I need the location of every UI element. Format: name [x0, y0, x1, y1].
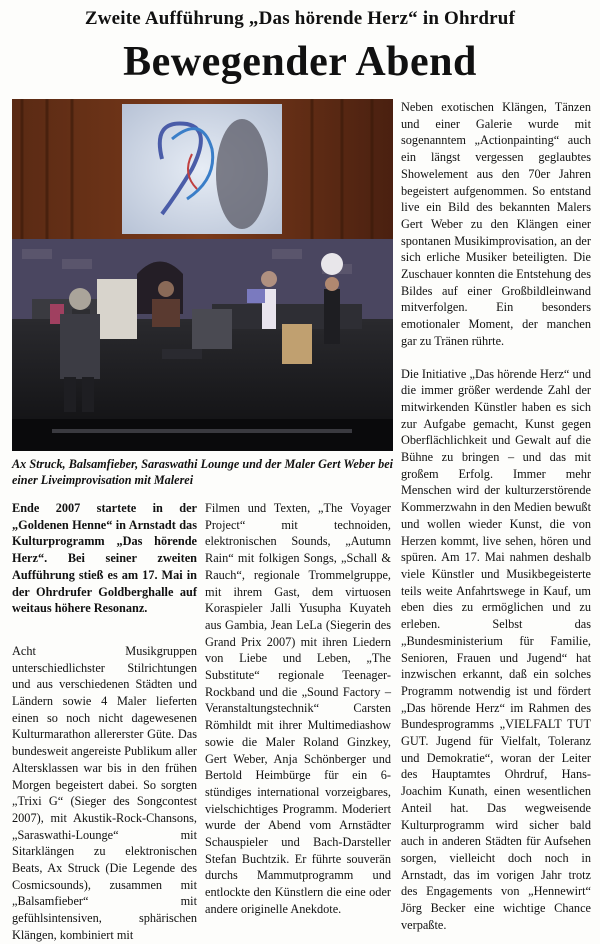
article-headline: Bewegender Abend [123, 39, 477, 85]
photo-caption: Ax Struck, Balsamfieber, Saraswathi Lounge und der Maler Gert Weber bei einer Liveimprovisation mit Malerei [12, 457, 393, 487]
article-body-col3-paragraph-1: Neben exotischen Klängen, Tänzen und einer Galerie wurde mit sogenanntem „Actionpainting“ auch ein längst vergessen geglaubtes Showelement aus den 70er Jahren begeistert aufgenommen. So entstand live ein Bild des bekannten Malers Gert Weber zu den Klängen einer spontanen Musikimprovisation, an der sich erliche Musiker beteiligten. Die Zuschauer konnten die Entstehung des Bildes auf einer Großbildleinwand mitverfolgen. Ein besonders emotionaler Moment, der manchen gar zu Tränen rührte. [401, 100, 591, 348]
article-lead: Ende 2007 startete in der „Goldenen Henne“ in Arnstadt das Kulturprogramm „Das hörende Herz“. Bei seiner zweiten Aufführung stieß es am 17. Mai in der Ohrdrufer Goldberghalle auf weitaus höhere Resonanz. [12, 501, 197, 616]
article-column-2 [205, 500, 391, 918]
concert-stage-photo [12, 99, 393, 451]
article-body-col2: Filmen und Texten, „The Voyager Project“ mit technoiden, elektronischen Sounds, „Autumn Rain“ mit folkigen Songs, „Schall & Rauch“, regionale Trommelgruppe, mit ihrem Gast, dem virtuosen Koraspieler Jalli Yusupha Kuyateh aus Gambia, Jean LeLa (Siegerin des Grand Prix 2007) mit ihren Liedern von Liebe und Leben, „The Substitute“ regionale Teenager-Rockband und die „Sound Factory – Veranstaltungstechnik“ Carsten Römhildt mit ihrer Multimediashow sowie die Maler Roland Ginzkey, Gert Weber, Anja Schönberger und Bertold Heimbürge für ein 6-stündiges international vorzeigbares, vielschichtiges Programm. Moderiert wurde der Abend vom Arnstädter Schauspieler und Bach-Darsteller Stefan Buchtzik. Er führte souverän durchs Mammutprogramm und entlockte den Künstlern die eine oder andere originelle Anekdote. [205, 501, 391, 916]
article-body-col1: Acht Musikgruppen unterschiedlichster Stilrichtungen und aus verschiedenen Städten und Ländern sowie 4 Maler lieferten einen so noch nicht dagewesenen Kulturmarathon allererster Güte. Das bundesweit angereiste Publikum aller Altersklassen war bis in den frühen Morgen begeistert dabei. So sorgten „Trixi G“ (Sieger des Songcontest 2007), mit Akustik-Rock-Chansons, „Saraswathi-Lounge“ mit Sitarklängen zu elektronischen Beats, Ax Struck (Die Legende des Cosmicsounds), zusammen mit „Balsamfieber“ mit gefühlsintensiven, sphärischen Klängen, kombiniert mit [12, 643, 197, 942]
article-column-3 [401, 99, 591, 933]
article-column-1 [12, 500, 197, 944]
article-kicker: Zweite Aufführung „Das hörende Herz“ in Ohrdruf [84, 8, 516, 29]
article-body-col3-paragraph-2: Die Initiative „Das hörende Herz“ und die immer größer werdende Zahl der mitwirkenden Künstler haben es sich zur Aufgabe gemacht, Kunst gegen Oberflächlichkeit und Gewalt auf die Bühne zu bringen – und das mit großem Erfolg. Immer mehr Menschen wird der kulturzerstörende Kommerzwahn in den Medien bewußt und wollen wieder Kunst, die von Herzen kommt, live sehen, hören und spüren. Am 17. Mai nahmen deshalb viele Künstler und Musikbegeisterte teils weite Anfahrtswege in Kauf, um eben dies zu ermöglichen und zu erleben. Selbst das „Bundesministerium für Familie, Senioren, Frauen und Jugend“ hat inzwischen erkannt, daß ein solches Programm notwendig ist und fördert „Das hörende Herz“ im Rahmen des Bundesprogramms „VIELFALT TUT GUT. Jugend für Vielfalt, Toleranz und Demokratie“, woran der Leiter des Hauptamtes Ohrdruf, Hans-Joachim Kunath, einen wesentlichen Anteil hat. Das wegweisende Kulturprogramm wird sicher bald auch in anderen Städten für Aufsehen sorgen, vielleicht doch noch in Arnstadt, das im vorigen Jahr trotz des Engagements von „Hennewirt“ Jörg Becker eine wichtige Chance verpaßte. [401, 366, 591, 932]
